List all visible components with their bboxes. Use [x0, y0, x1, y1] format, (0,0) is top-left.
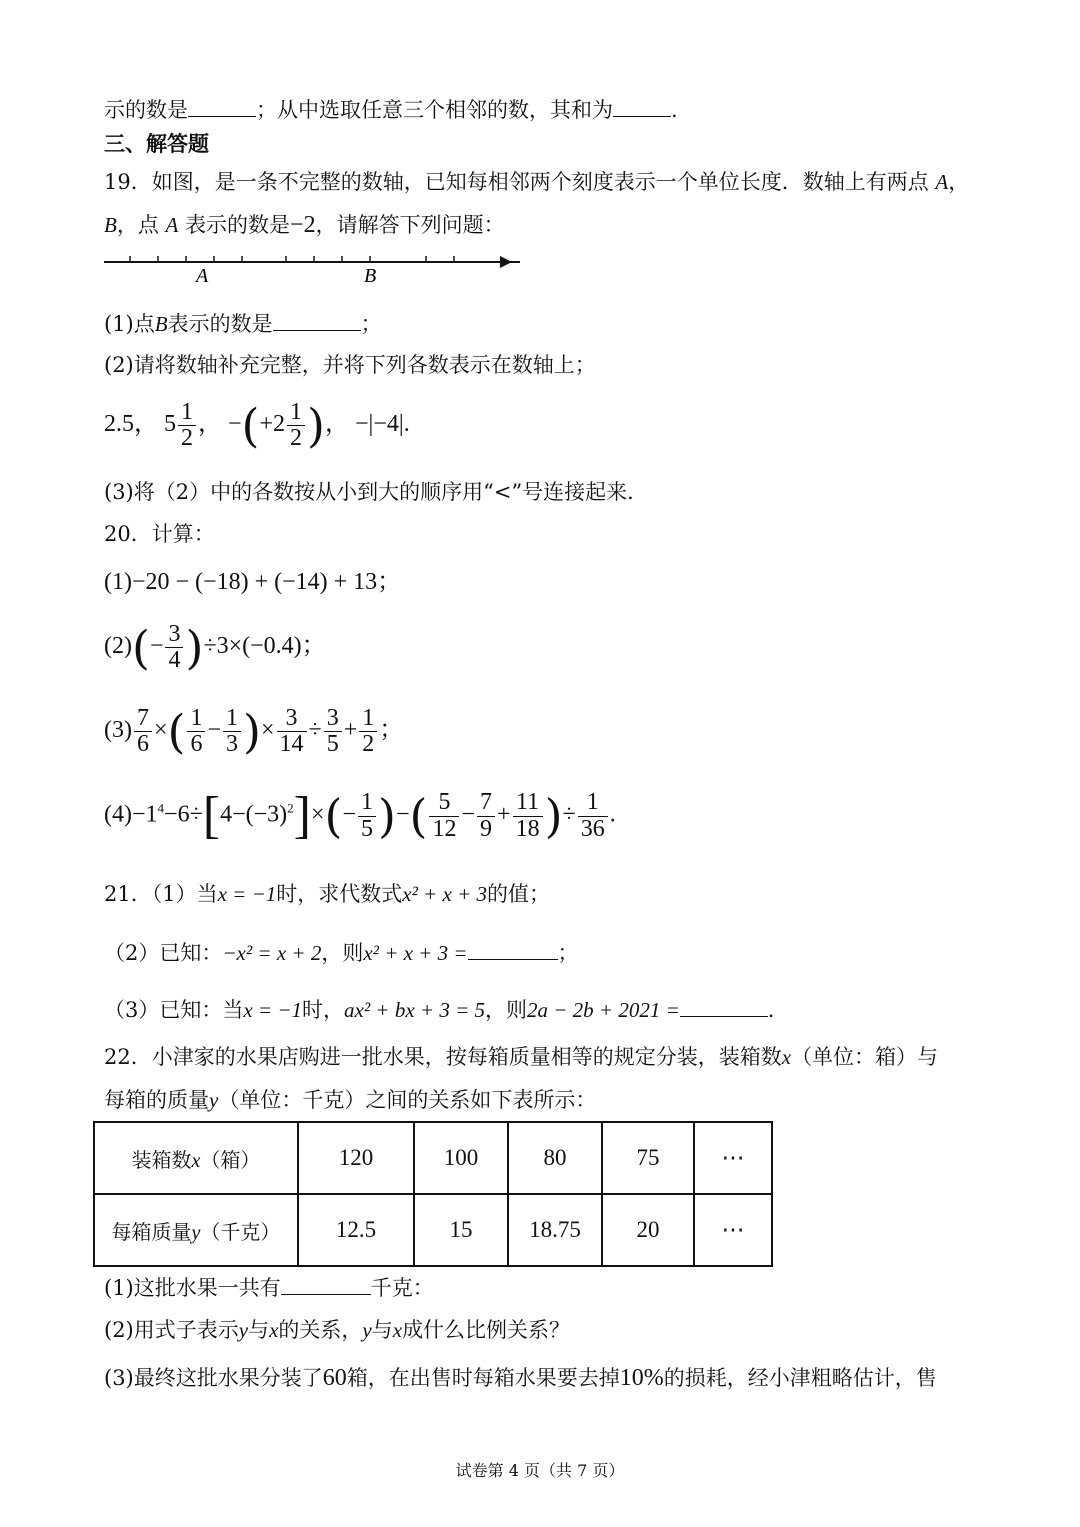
text: 19．如图，是一条不完整的数轴，已知每相邻两个刻度表示一个单位长度．数轴上有两点 — [104, 170, 929, 194]
section-heading: 三、解答题 — [104, 131, 209, 156]
text: ， — [325, 411, 349, 438]
point-label: B — [104, 213, 117, 237]
point-a-label: A — [196, 265, 209, 287]
point-label: B — [154, 312, 168, 336]
text: ，请解答下列问题： — [315, 213, 505, 237]
table-cell: ⋯ — [694, 1194, 772, 1266]
text: ，点 — [116, 213, 159, 237]
text: . — [403, 411, 410, 438]
table-cell: ⋯ — [694, 1122, 772, 1194]
table-cell: 15 — [414, 1194, 508, 1266]
q20-part4: $(4)-1^4-6\div[4-(-3)^2]\times(-$ $\frac{1}{5}$ )−( $\frac{5}{12}$ − $\frac{7}{9}$ + $\frac{11}{18}$ )÷ $\frac{1}{36}$ . — [104, 787, 616, 844]
text: (1)点 — [104, 312, 155, 336]
text: 示的数是 — [104, 98, 188, 122]
expression: ax² + bx + 3 = 5 — [344, 998, 485, 1022]
table-cell: 80 — [508, 1122, 602, 1194]
q19-part2: (2)请将数轴补充完整，并将下列各数表示在数轴上； — [104, 353, 596, 377]
fraction: $\frac{1}{2}$ — [178, 400, 196, 451]
previous-question-tail — [104, 98, 678, 121]
fraction: $\frac{1}{2}$ — [287, 400, 305, 451]
expression: x² + x + 3 = — [363, 941, 468, 965]
text: 表示的数是 — [167, 312, 273, 336]
q20-part2: (2)(− $\frac{3}{4}$ )÷3×(−0.4)； — [104, 620, 326, 675]
expression: 2a − 2b + 2021 = — [527, 998, 680, 1022]
q22-line2: 每箱的质量y（单位：千克）之间的关系如下表所示： — [104, 1088, 597, 1112]
answer-blank[interactable] — [680, 998, 768, 1017]
table-cell: 120 — [298, 1122, 414, 1194]
expression: x² + x + 3 — [402, 882, 488, 906]
text: − — [228, 411, 242, 438]
expression: −20 − (−18) + (−14) + 13 — [131, 569, 378, 595]
q21-part1: 21．（1）当x = −1时，求代数式x² + x + 3的值； — [104, 882, 551, 906]
table-row — [94, 1194, 772, 1266]
row-header: 每箱质量y（千克） — [94, 1194, 298, 1266]
fraction: $\frac{3}{4}$ — [165, 622, 183, 673]
page-footer: 试卷第 4 页（共 7 页） — [455, 1461, 625, 1480]
table-cell: 18.75 — [508, 1194, 602, 1266]
q20-part1 — [104, 570, 401, 594]
q19-number-list: 2.5， 5 $\frac{1}{2}$ ， −(+2 $\frac{1}{2}$ )， −|−4|. — [104, 398, 410, 453]
mixed-whole: 5 — [164, 411, 176, 438]
data-table — [93, 1121, 773, 1267]
expression: x = −1 — [243, 998, 303, 1022]
text: ；从中选取任意三个相邻的数，其和为 — [256, 98, 613, 122]
label: (4) — [104, 801, 132, 828]
point-label: A — [935, 170, 949, 194]
text: ； — [360, 312, 382, 336]
expression: −x² = x + 2 — [222, 941, 322, 965]
row-header: 装箱数x（箱） — [94, 1122, 298, 1194]
q22-line1: 22．小津家的水果店购进一批水果，按每箱质量相等的规定分装，装箱数x（单位：箱）与 — [104, 1045, 939, 1069]
table-cell: 100 — [414, 1122, 508, 1194]
answer-blank[interactable] — [281, 1276, 371, 1295]
table-cell: 12.5 — [298, 1194, 414, 1266]
answer-blank[interactable] — [468, 941, 558, 960]
value: −2 — [290, 212, 316, 238]
expression: x = −1 — [217, 882, 277, 906]
q19-line2 — [104, 213, 505, 237]
q22-part2: (2)用式子表示y与x的关系，y与x成什么比例关系？ — [104, 1318, 571, 1342]
text: 表示的数是 — [185, 213, 291, 237]
mixed-whole: +2 — [259, 411, 286, 438]
q21-part3: （3）已知：当x = −1时，ax² + bx + 3 = 5，则2a − 2b + 2021 = . — [104, 998, 775, 1022]
text: ， — [948, 170, 970, 194]
table-row — [94, 1122, 772, 1194]
text: . — [671, 98, 678, 122]
table-cell: 75 — [602, 1122, 694, 1194]
q21-part2: （2）已知：−x² = x + 2，则x² + x + 3 = ； — [104, 941, 579, 965]
point-b-label: B — [364, 265, 377, 287]
number: −|−4| — [355, 411, 404, 438]
text: ； — [377, 569, 402, 595]
q22-part1: (1)这批水果一共有 千克： — [104, 1276, 434, 1300]
q22-part3: (3)最终这批水果分装了60箱，在出售时每箱水果要去掉10%的损耗，经小津粗略估计，售 — [104, 1365, 937, 1391]
table-cell: 20 — [602, 1194, 694, 1266]
label: (3) — [104, 717, 132, 744]
answer-blank[interactable] — [188, 98, 256, 117]
expression: ÷3×(−0.4) — [203, 633, 302, 660]
point-label: A — [165, 213, 179, 237]
label: (2) — [104, 633, 132, 660]
q20-title: 20．计算： — [104, 522, 215, 546]
answer-blank[interactable] — [273, 312, 361, 331]
q19-part3: (3)将（2）中的各数按从小到大的顺序用“<”号连接起来． — [104, 480, 649, 504]
q19-part1 — [104, 312, 382, 335]
arrow-icon — [500, 256, 512, 268]
q19-line1 — [104, 172, 969, 193]
text: ， — [198, 411, 222, 438]
number-line-figure — [100, 250, 520, 290]
number: 2.5 — [104, 411, 134, 438]
label: (1) — [104, 569, 132, 595]
answer-blank[interactable] — [613, 98, 671, 117]
q20-part3: (3) $\frac{7}{6}$ ×( $\frac{1}{6}$ − $\frac{1}{3}$ )× $\frac{3}{14}$ ÷ $\frac{3}{5}$ + $\frac{1}{2}$ ； — [104, 704, 404, 759]
text: ， — [134, 411, 158, 438]
